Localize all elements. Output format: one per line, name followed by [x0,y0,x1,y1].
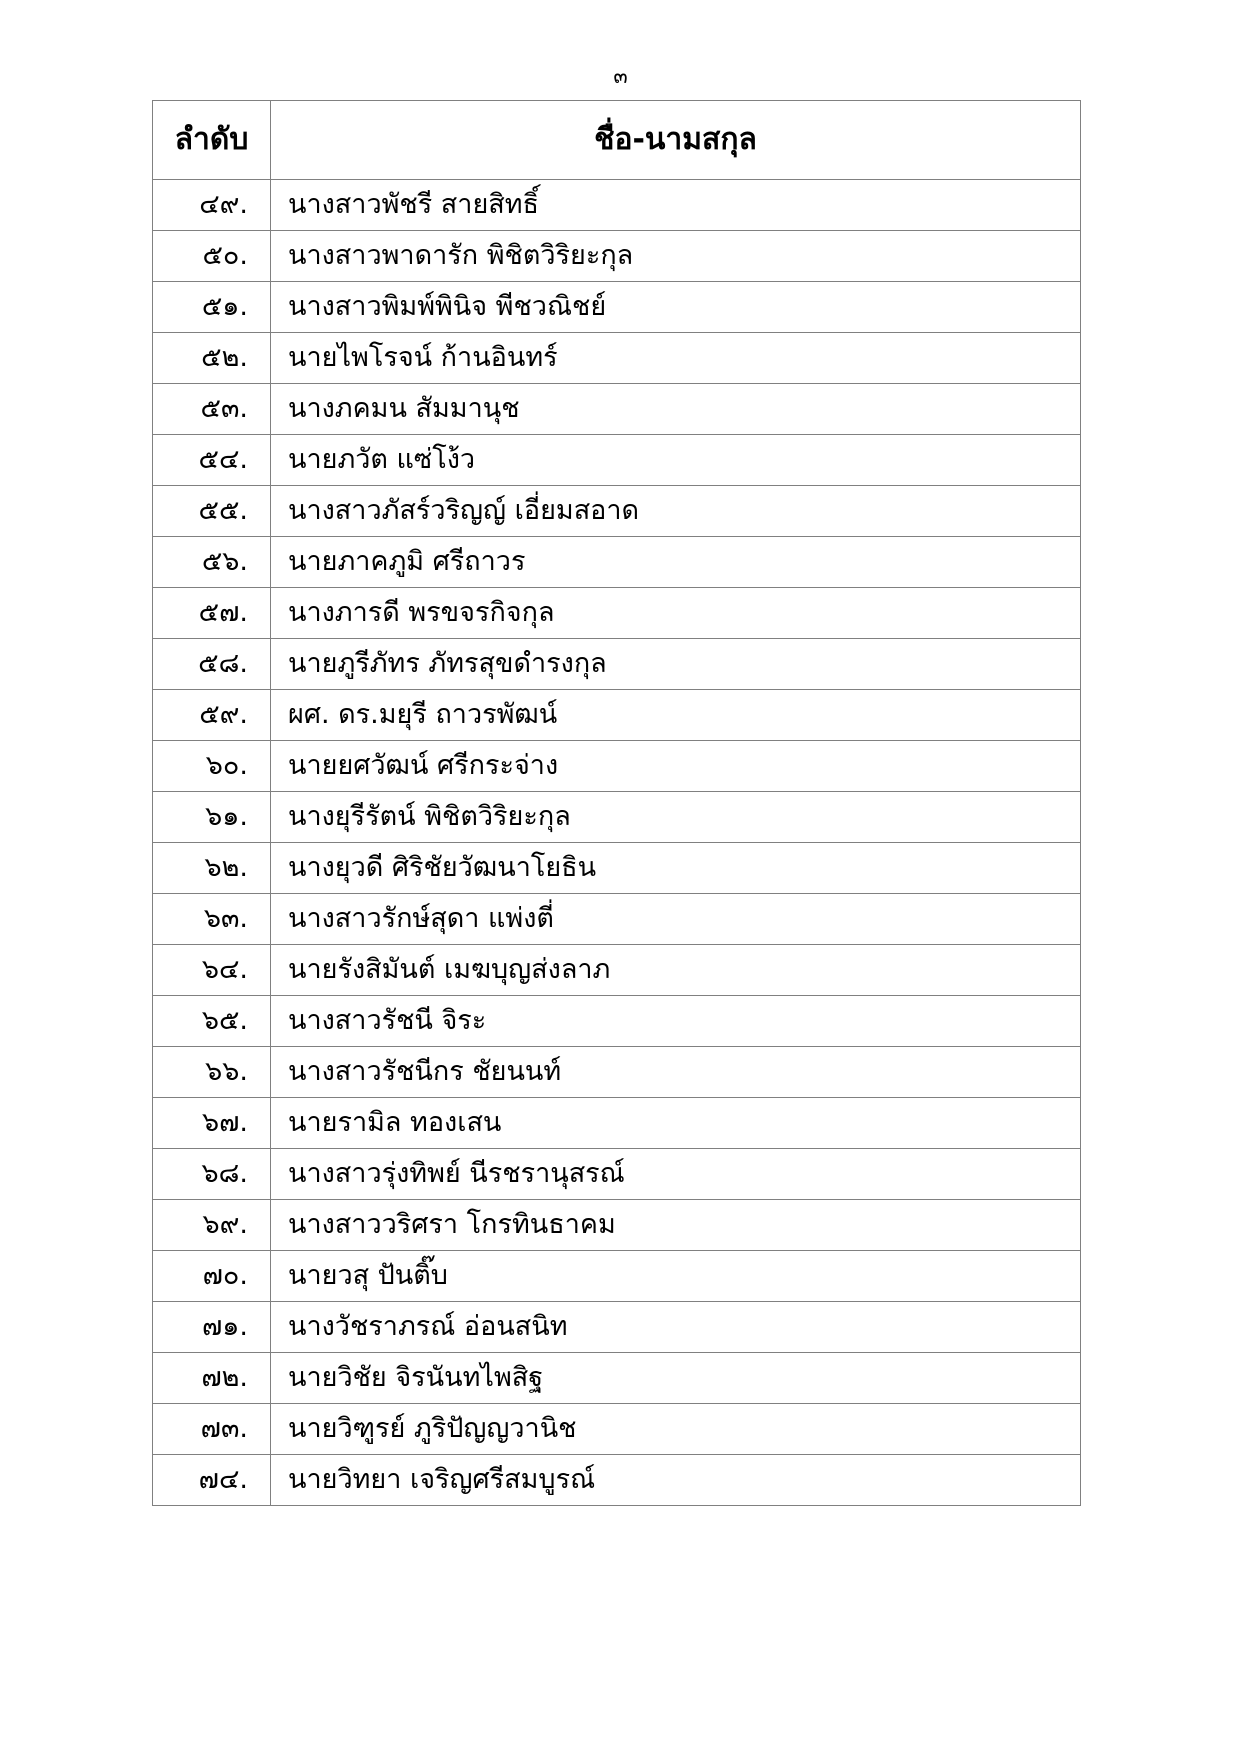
row-name-cell: นายยศวัฒน์ ศรีกระจ่าง [271,741,1081,792]
row-index-cell: ๖๖. [153,1047,271,1098]
row-index-cell: ๗๒. [153,1353,271,1404]
row-name-cell: นายวิชัย จิรนันทไพสิฐ [271,1353,1081,1404]
table-row [153,996,1081,1047]
row-index-cell: ๕๕. [153,486,271,537]
page-number: ๓ [613,64,628,88]
name-list-table-container [152,100,1080,1506]
row-name-cell: นางสาวพาดารัก พิชิตวิริยะกุล [271,231,1081,282]
row-index-cell: ๖๑. [153,792,271,843]
row-index-cell: ๖๒. [153,843,271,894]
table-row [153,1302,1081,1353]
row-name-cell: นางสาววริศรา โกรทินธาคม [271,1200,1081,1251]
row-name-cell: นายภูรีภัทร ภัทรสุขดำรงกุล [271,639,1081,690]
table-row [153,1455,1081,1506]
row-index-cell: ๕๗. [153,588,271,639]
row-name-cell: นางสาวภัสร์วริญญ์ เอี่ยมสอาด [271,486,1081,537]
row-name-cell: นายวสุ ปันติ๊บ [271,1251,1081,1302]
table-row [153,843,1081,894]
table-row [153,282,1081,333]
row-index-cell: ๗๑. [153,1302,271,1353]
row-index-cell: ๖๗. [153,1098,271,1149]
row-name-cell: นางยุวดี ศิริชัยวัฒนาโยธิน [271,843,1081,894]
row-name-cell: นายวิฑูรย์ ภูริปัญญวานิช [271,1404,1081,1455]
row-index-cell: ๖๘. [153,1149,271,1200]
table-row [153,639,1081,690]
row-index-cell: ๕๓. [153,384,271,435]
row-name-cell: นางสาวรักษ์สุดา แพ่งตี่ [271,894,1081,945]
table-row [153,1353,1081,1404]
row-index-cell: ๖๕. [153,996,271,1047]
row-index-cell: ๗๔. [153,1455,271,1506]
table-row [153,231,1081,282]
table-row [153,588,1081,639]
row-name-cell: นางภคมน สัมมานุช [271,384,1081,435]
table-row [153,792,1081,843]
row-index-cell: ๗๐. [153,1251,271,1302]
table-row [153,1251,1081,1302]
table-row [153,741,1081,792]
row-name-cell: นายวิทยา เจริญศรีสมบูรณ์ [271,1455,1081,1506]
row-index-cell: ๖๔. [153,945,271,996]
row-index-cell: ๔๙. [153,180,271,231]
table-row [153,1047,1081,1098]
row-index-cell: ๕๒. [153,333,271,384]
table-row [153,945,1081,996]
table-row [153,1200,1081,1251]
row-name-cell: นายไพโรจน์ ก้านอินทร์ [271,333,1081,384]
table-row [153,486,1081,537]
row-name-cell: นางสาวพิมพ์พินิจ พีชวณิชย์ [271,282,1081,333]
table-row [153,1149,1081,1200]
column-header-name: ชื่อ-นามสกุล [271,101,1081,180]
table-row [153,435,1081,486]
row-name-cell: นางสาวรัชนีกร ชัยนนท์ [271,1047,1081,1098]
table-body [153,180,1081,1506]
row-index-cell: ๕๙. [153,690,271,741]
table-header [153,101,1081,180]
table-row [153,333,1081,384]
row-name-cell: นางยุรีรัตน์ พิชิตวิริยะกุล [271,792,1081,843]
name-list-table [152,100,1081,1506]
table-row [153,180,1081,231]
row-name-cell: นายรามิล ทองเสน [271,1098,1081,1149]
table-row [153,690,1081,741]
row-index-cell: ๕๘. [153,639,271,690]
row-index-cell: ๖๐. [153,741,271,792]
row-name-cell: นายภวัต แซ่โง้ว [271,435,1081,486]
table-row [153,1404,1081,1455]
row-name-cell: นายรังสิมันต์ เมฆบุญส่งลาภ [271,945,1081,996]
table-row [153,384,1081,435]
row-name-cell: นางวัชราภรณ์ อ่อนสนิท [271,1302,1081,1353]
row-index-cell: ๕๑. [153,282,271,333]
table-row [153,894,1081,945]
column-header-index: ลำดับ [153,101,271,180]
row-index-cell: ๖๓. [153,894,271,945]
table-row [153,537,1081,588]
row-index-cell: ๖๙. [153,1200,271,1251]
row-name-cell: นางสาวรัชนี จิระ [271,996,1081,1047]
row-index-cell: ๕๐. [153,231,271,282]
row-index-cell: ๕๔. [153,435,271,486]
row-name-cell: นายภาคภูมิ ศรีถาวร [271,537,1081,588]
table-header-row [153,101,1081,180]
row-name-cell: ผศ. ดร.มยุรี ถาวรพัฒน์ [271,690,1081,741]
row-name-cell: นางภารดี พรขจรกิจกุล [271,588,1081,639]
table-row [153,1098,1081,1149]
row-index-cell: ๕๖. [153,537,271,588]
row-index-cell: ๗๓. [153,1404,271,1455]
row-name-cell: นางสาวพัชรี สายสิทธิ์ [271,180,1081,231]
row-name-cell: นางสาวรุ่งทิพย์ นีรชรานุสรณ์ [271,1149,1081,1200]
